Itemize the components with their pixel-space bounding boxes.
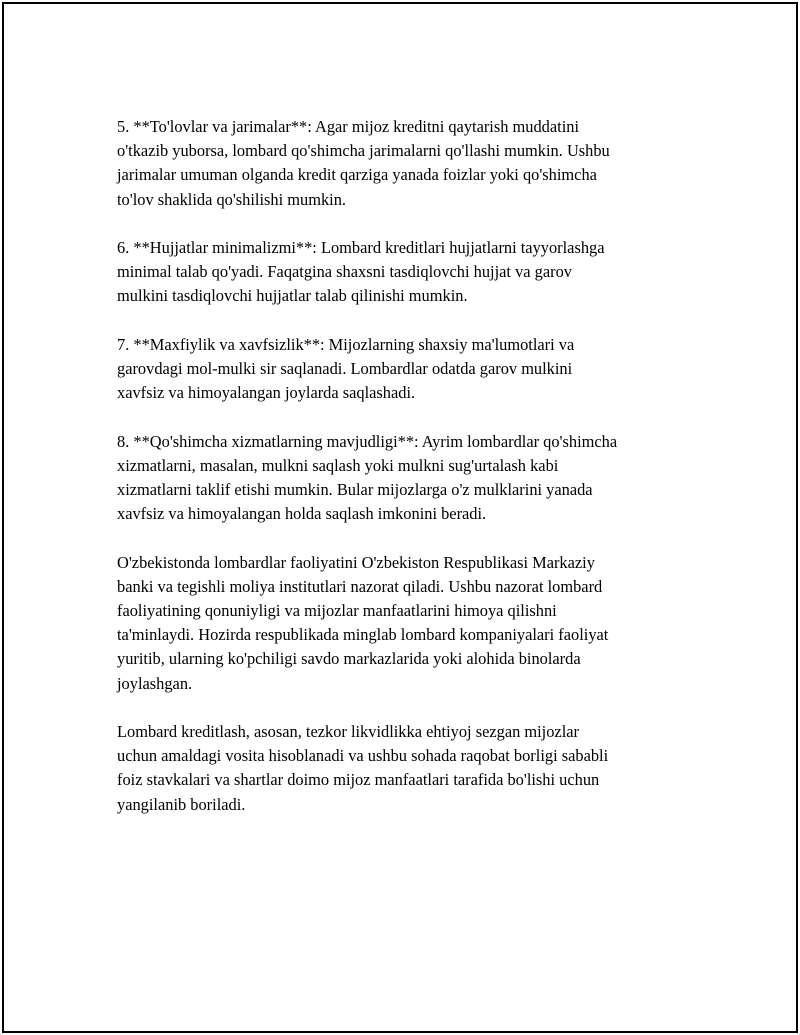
text-line: xavfsiz va himoyalangan joylarda saqlashadi. bbox=[117, 383, 416, 403]
text-line: mulkini tasdiqlovchi hujjatlar talab qilinishi mumkin. bbox=[117, 286, 468, 306]
paragraph-payments-penalties bbox=[117, 115, 692, 212]
text-line: xizmatlarni, masalan, mulkni saqlash yoki mulkni sug'urtalash kabi bbox=[117, 455, 559, 475]
text-line: uchun amaldagi vosita hisoblanadi va ushbu sohada raqobat borligi sababli bbox=[117, 746, 609, 766]
text-line: jarimalar umuman olganda kredit qarziga yanada foizlar yoki qo'shimcha bbox=[117, 165, 597, 185]
text-line: ta'minlaydi. Hozirda respublikada minglab lombard kompaniyalari faoliyat bbox=[117, 625, 609, 645]
text-line: 6. **Hujjatlar minimalizmi**: Lombard kreditlari hujjatlarni tayyorlashga bbox=[117, 238, 605, 257]
paragraph-document-minimalism bbox=[117, 236, 692, 309]
text-line: joylashgan. bbox=[117, 673, 193, 693]
paragraph-conclusion bbox=[117, 720, 692, 817]
text-line: 7. **Maxfiylik va xavfsizlik**: Mijozlarning shaxsiy ma'lumotlari va bbox=[117, 334, 575, 354]
text-line: minimal talab qo'yadi. Faqatgina shaxsni tasdiqlovchi hujjat va garov bbox=[117, 262, 572, 282]
paragraph-regulation bbox=[117, 551, 692, 696]
text-line: to'lov shaklida qo'shilishi mumkin. bbox=[117, 189, 347, 209]
text-line: 8. **Qo'shimcha xizmatlarning mavjudligi**: Ayrim lombardlar qo'shimcha bbox=[117, 431, 618, 451]
text-line: garovdagi mol-mulki sir saqlanadi. Lombardlar odatda garov mulkini bbox=[117, 359, 573, 378]
text-line: banki va tegishli moliya institutlari nazorat qiladi. Ushbu nazorat lombard bbox=[117, 576, 603, 596]
text-line: O'zbekistonda lombardlar faoliyatini O'zbekiston Respublikasi Markaziy bbox=[117, 552, 595, 572]
text-line: yangilanib boriladi. bbox=[117, 794, 246, 814]
text-line: o'tkazib yuborsa, lombard qo'shimcha jarimalarni qo'llashi mumkin. Ushbu bbox=[117, 141, 610, 161]
document-body bbox=[117, 115, 692, 841]
text-line: yuritib, ularning ko'pchiligi savdo markazlarida yoki alohida binolarda bbox=[117, 649, 581, 669]
text-line: foiz stavkalari va shartlar doimo mijoz manfaatlari tarafida bo'lishi uchun bbox=[117, 770, 600, 790]
text-line: faoliyatining qonuniyligi va mijozlar manfaatlarini himoya qilishni bbox=[117, 601, 557, 620]
text-line: xizmatlarni taklif etishi mumkin. Bular mijozlarga o'z mulklarini yanada bbox=[117, 480, 593, 499]
text-line: Lombard kreditlash, asosan, tezkor likvidlikka ehtiyoj sezgan mijozlar bbox=[117, 722, 579, 741]
paragraph-additional-services bbox=[117, 430, 692, 527]
paragraph-privacy-security bbox=[117, 333, 692, 406]
text-line: xavfsiz va himoyalangan holda saqlash imkonini beradi. bbox=[117, 504, 487, 524]
text-line: 5. **To'lovlar va jarimalar**: Agar mijoz kreditni qaytarish muddatini bbox=[117, 117, 579, 136]
